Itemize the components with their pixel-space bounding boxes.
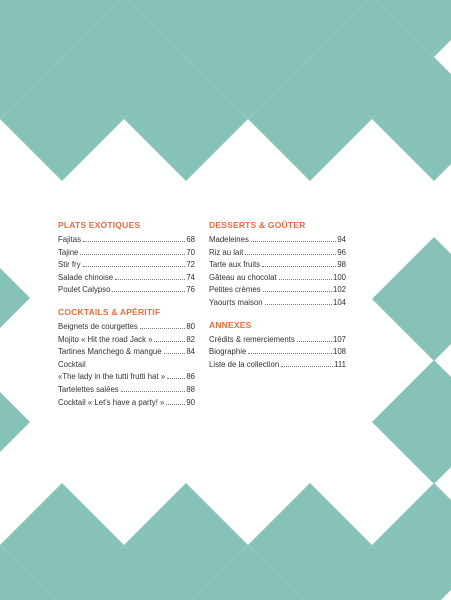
- toc-entry-label: Stir fry: [58, 260, 81, 270]
- dot-leader: [262, 266, 336, 267]
- dot-leader: [167, 378, 185, 379]
- dot-leader: [140, 328, 186, 329]
- toc-entry-label: Tajine: [58, 247, 79, 257]
- dot-leader: [251, 241, 336, 242]
- toc-entry: [58, 384, 195, 397]
- toc-entry: [209, 346, 346, 359]
- toc-entry-label: Riz au lait: [209, 247, 244, 257]
- toc-page-number: 74: [186, 272, 195, 282]
- toc-entry-label: Madeleines: [209, 235, 249, 244]
- toc-page-number: 104: [332, 297, 346, 307]
- toc-entry-label: Crédits & remerciements: [209, 334, 295, 344]
- toc-entry: [58, 284, 195, 297]
- dot-leader: [115, 279, 185, 280]
- toc-page-number: 96: [337, 247, 346, 257]
- toc-page-number: 84: [186, 347, 195, 357]
- toc-entry-label: Cocktail « Let's have a party! »: [58, 397, 165, 407]
- toc-entry-label: Poulet Calypso: [58, 285, 111, 295]
- dot-leader: [154, 341, 185, 342]
- toc-page-number: 107: [332, 334, 346, 344]
- toc-page-number: 100: [332, 272, 346, 282]
- toc-entry-label: Salade chinoise: [58, 272, 114, 282]
- diamond-tile: [372, 360, 451, 484]
- toc-entry-label: Tarte aux fruits: [209, 260, 261, 270]
- section-gap: [209, 310, 346, 319]
- dot-leader: [279, 279, 332, 280]
- toc-entry-label: «The lady in the tutti frutti hat »: [58, 372, 166, 382]
- dot-leader: [263, 291, 332, 292]
- toc-entry: [58, 359, 195, 372]
- toc-entry: [58, 259, 195, 272]
- diamond-tile: [372, 237, 451, 361]
- dot-leader: [121, 391, 186, 392]
- toc-entry: [209, 334, 346, 347]
- toc-entry-label: Petites crèmes: [209, 285, 261, 295]
- section-title: ANNEXES: [209, 319, 252, 330]
- toc-page-number: 94: [337, 235, 346, 244]
- toc-entry: [209, 297, 346, 310]
- edge-triangle: [0, 268, 30, 328]
- toc-page-number: 82: [186, 334, 195, 344]
- toc-entry-label: Tartines Manchego & mangue: [58, 347, 162, 357]
- toc-page-number: 70: [186, 247, 195, 257]
- toc-page-number: 102: [332, 285, 346, 295]
- toc-entry: [58, 272, 195, 285]
- dot-leader: [83, 241, 185, 242]
- toc-page-number: 80: [186, 321, 195, 331]
- dot-leader: [281, 366, 333, 367]
- toc-entry: [58, 321, 195, 334]
- dot-leader: [83, 266, 186, 267]
- toc-entry: [209, 284, 346, 297]
- toc-entry-label: Tartelettes salées: [58, 384, 119, 394]
- section-title: PLATS EXOTIQUES: [58, 220, 141, 230]
- toc-page-number: 111: [334, 359, 346, 369]
- dot-leader: [166, 404, 185, 405]
- toc-page-number: 108: [332, 347, 346, 357]
- toc-entry-label: Yaourts maison: [209, 297, 263, 307]
- toc-page-number: 98: [337, 260, 346, 270]
- section-title: COCKTAILS & APÉRITIF: [58, 306, 161, 317]
- section-gap: [58, 297, 195, 306]
- toc-entry-label: Fajitas: [58, 235, 81, 244]
- dot-leader: [297, 341, 332, 342]
- dot-leader: [248, 353, 332, 354]
- section-title: DESSERTS & GOÛTER: [209, 220, 306, 230]
- dot-leader: [164, 353, 186, 354]
- toc-page-number: 90: [186, 397, 195, 407]
- edge-triangle: [0, 392, 30, 452]
- toc-page-number: 88: [186, 384, 195, 394]
- toc-entry: [209, 234, 346, 247]
- toc-page-number: 68: [186, 235, 195, 244]
- dot-leader: [112, 291, 185, 292]
- toc-right-column: [209, 219, 346, 371]
- toc-entry: [209, 247, 346, 260]
- toc-entry-label: Mojito « Hit the road Jack »: [58, 334, 153, 344]
- toc-entry-label: Beignets de courgettes: [58, 321, 138, 331]
- toc-entry-label: Gâteau au chocolat: [209, 272, 277, 282]
- dot-leader: [265, 304, 332, 305]
- toc-page-number: 76: [186, 285, 195, 295]
- toc-left-column: [58, 219, 195, 409]
- toc-entry: [58, 234, 195, 247]
- toc-entry: [209, 272, 346, 285]
- toc-entry-label: Biographie: [209, 347, 247, 357]
- dot-leader: [80, 254, 185, 255]
- toc-entry: [58, 371, 195, 384]
- toc-entry: [58, 346, 195, 359]
- toc-page-number: 86: [186, 372, 195, 382]
- toc-page-number: 72: [186, 260, 195, 270]
- toc-entry-label: Liste de la collection: [209, 359, 280, 369]
- toc-entry: [209, 359, 346, 372]
- toc-entry: [58, 334, 195, 347]
- toc-entry: [58, 247, 195, 260]
- dot-leader: [245, 254, 336, 255]
- toc-entry-label: Cocktail: [58, 359, 86, 369]
- toc-entry: [209, 259, 346, 272]
- toc-entry: [58, 397, 195, 410]
